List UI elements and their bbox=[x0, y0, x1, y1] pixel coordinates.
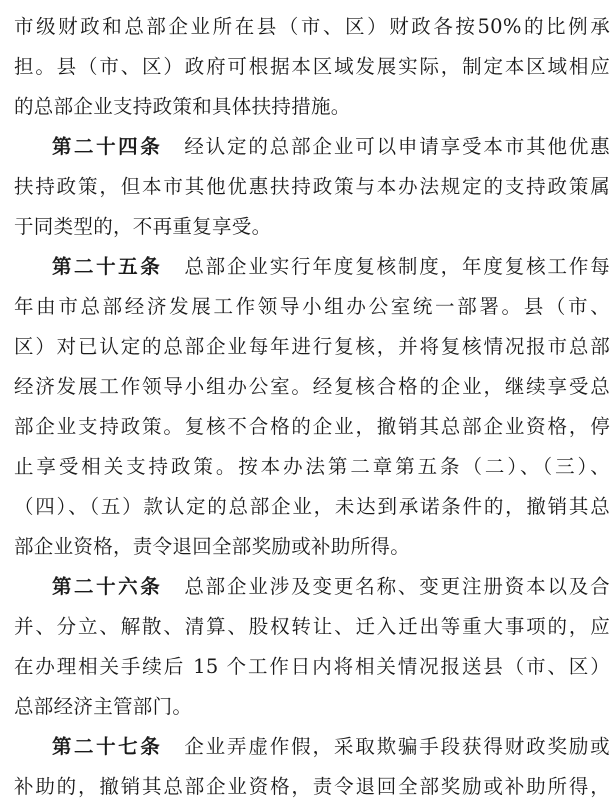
body-text-line: 扶持政策，但本市其他优惠扶持政策与本办法规定的支持政策属 bbox=[14, 175, 610, 198]
body-text-line: 部企业支持政策。复核不合格的企业，撤销其总部企业资格，停 bbox=[14, 415, 610, 438]
article-25-first-line: 第二十五条 总部企业实行年度复核制度，年度复核工作每 bbox=[52, 255, 610, 278]
body-text-line: 在办理相关手续后 15 个工作日内将相关情况报送县（市、区） bbox=[14, 655, 610, 678]
article-heading: 第二十四条 bbox=[52, 135, 163, 158]
body-text-line: 的总部企业支持政策和具体扶持措施。 bbox=[14, 95, 351, 118]
article-heading: 第二十五条 bbox=[52, 255, 163, 278]
body-text-line: （四）、（五）款认定的总部企业，未达到承诺条件的，撤销其总 bbox=[14, 495, 610, 518]
body-text-line: 止享受相关支持政策。按本办法第二章第五条（二）、（三）、 bbox=[14, 455, 610, 478]
article-26-first-line: 第二十六条 总部企业涉及变更名称、变更注册资本以及合 bbox=[52, 575, 610, 598]
body-text-line: 市级财政和总部企业所在县（市、区）财政各按50%的比例承 bbox=[14, 15, 610, 38]
article-heading: 第二十六条 bbox=[52, 575, 163, 598]
body-text-line: 补助的，撤销其总部企业资格，责令退回全部奖励或补助所得， bbox=[14, 775, 610, 798]
article-27-first-line: 第二十七条 企业弄虚作假，采取欺骗手段获得财政奖励或 bbox=[52, 735, 610, 758]
body-text-line: 区）对已认定的总部企业每年进行复核，并将复核情况报市总部 bbox=[14, 335, 610, 358]
body-text-line: 并、分立、解散、清算、股权转让、迁入迁出等重大事项的，应 bbox=[14, 615, 610, 638]
body-text-line: 总部经济主管部门。 bbox=[14, 695, 193, 718]
body-text-line: 于同类型的，不再重复享受。 bbox=[14, 215, 272, 238]
article-24-first-line: 第二十四条 经认定的总部企业可以申请享受本市其他优惠 bbox=[52, 135, 610, 158]
body-text-line: 担。县（市、区）政府可根据本区域发展实际，制定本区域相应 bbox=[14, 55, 610, 78]
body-text-line: 经济发展工作领导小组办公室。经复核合格的企业，继续享受总 bbox=[14, 375, 610, 398]
body-text-line: 部企业资格，责令退回全部奖励或补助所得。 bbox=[14, 535, 411, 558]
body-text-line: 年由市总部经济发展工作领导小组办公室统一部署。县（市、 bbox=[14, 295, 610, 318]
article-heading: 第二十七条 bbox=[52, 735, 163, 758]
